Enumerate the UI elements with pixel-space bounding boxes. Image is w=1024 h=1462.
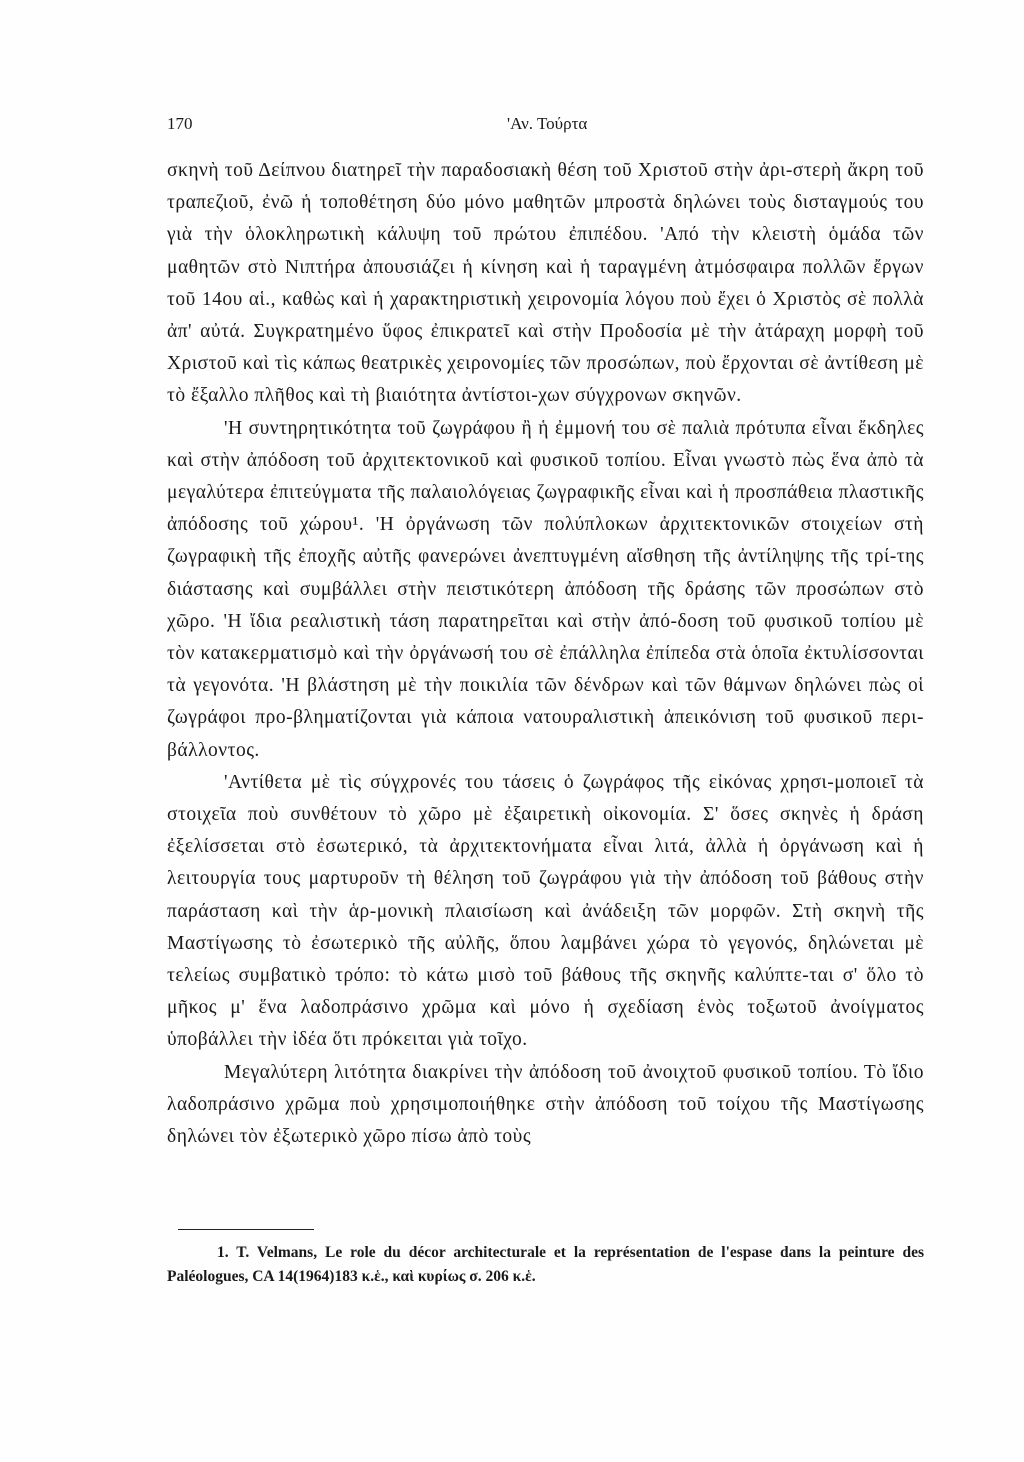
footnote-1: 1. T. Velmans, Le role du décor architecturale et la représentation de l'espase dans la peinture des Paléologues, CA 14(1964)183 κ.ἑ., καὶ κυρίως σ. 206 κ.ἑ. [167,1244,924,1285]
body-text [167,155,924,1153]
footnote-rule [178,1229,314,1230]
running-head-author: 'Αν. Τούρτα [507,114,588,133]
page-number: 170 [167,114,193,133]
paragraph-1: σκηνὴ τοῦ Δείπνου διατηρεῖ τὴν παραδοσιακὴ θέση τοῦ Χριστοῦ στὴν ἀρι-στερὴ ἄκρη τοῦ τραπεζιοῦ, ἐνῶ ἡ τοποθέτηση δύο μόνο μαθητῶν μπροστὰ δηλώνει τοὺς δισταγμούς του γιὰ τὴν ὁλοκληρωτικὴ κάλυψη τοῦ πρώτου ἐπιπέδου. 'Από τὴν κλειστὴ ὁμάδα τῶν μαθητῶν στὸ Νιπτήρα ἀπουσιάζει ἡ κίνηση καὶ ἡ ταραγμένη ἀτμόσφαιρα πολλῶν ἔργων τοῦ 14ου αἱ., καθὼς καὶ ἡ χαρακτηριστικὴ χειρονομία λόγου ποὺ ἔχει ὁ Χριστὸς σὲ πολλὰ ἀπ' αὐτά. Συγκρατημένο ὕφος ἐπικρατεῖ καὶ στὴν Προδοσία μὲ τὴν ἀτάραχη μορφὴ τοῦ Χριστοῦ καὶ τὶς κάπως θεατρικὲς χειρονομίες τῶν προσώπων, ποὺ ἔρχονται σὲ ἀντίθεση μὲ τὸ ἔξαλλο πλῆθος καὶ τὴ βιαιότητα ἀντίστοι-χων σύγχρονων σκηνῶν. [167,160,924,407]
paragraph-3: 'Αντίθετα μὲ τὶς σύγχρονές του τάσεις ὁ ζωγράφος τῆς εἰκόνας χρησι-μοποιεῖ τὰ στοιχεῖα ποὺ συνθέτουν τὸ χῶρο μὲ ἐξαιρετικὴ οἰκονομία. Σ' ὅσες σκηνὲς ἡ δράση ἐξελίσσεται στὸ ἐσωτερικό, τὰ ἀρχιτεκτονήματα εἶναι λιτά, ἀλλὰ ἡ ὀργάνωση καὶ ἡ λειτουργία τους μαρτυροῦν τὴ θέληση τοῦ ζωγράφου γιὰ τὴν ἀπόδοση τοῦ βάθους στὴν παράσταση καὶ τὴν ἁρ-μονικὴ πλαισίωση καὶ ἀνάδειξη τῶν μορφῶν. Στὴ σκηνὴ τῆς Μαστίγωσης τὸ ἐσωτερικὸ τῆς αὐλῆς, ὅπου λαμβάνει χώρα τὸ γεγονός, δηλώνεται μὲ τελείως συμβατικὸ τρόπο: τὸ κάτω μισὸ τοῦ βάθους τῆς σκηνῆς καλύπτε-ται σ' ὅλο τὸ μῆκος μ' ἕνα λαδοπράσινο χρῶμα καὶ μόνο ἡ σχεδίαση ἑνὸς τοξωτοῦ ἀνοίγματος ὑποβάλλει τὴν ἰδέα ὅτι πρόκειται γιὰ τοῖχο. [167,771,924,1051]
paragraph-2: 'Η συντηρητικότητα τοῦ ζωγράφου ἢ ἡ ἐμμονή του σὲ παλιὰ πρότυπα εἶναι ἔκδηλες καὶ στὴν ἀπόδοση τοῦ ἀρχιτεκτονικοῦ καὶ φυσικοῦ τοπίου. Εἶναι γνωστὸ πὼς ἕνα ἀπὸ τὰ μεγαλύτερα ἐπιτεύγματα τῆς παλαιολόγειας ζωγραφικῆς εἶναι καὶ ἡ προσπάθεια πλαστικῆς ἀπόδοσης τοῦ χώρου¹. 'Η ὀργάνωση τῶν πολύπλοκων ἀρχιτεκτονικῶν στοιχείων στὴ ζωγραφικὴ τῆς ἐποχῆς αὐτῆς φανερώνει ἀνεπτυγμένη αἴσθηση τῆς ἀντίληψης τῆς τρί-της διάστασης καὶ συμβάλλει στὴν πειστικότερη ἀπόδοση τῆς δράσης τῶν προσώπων στὸ χῶρο. 'Η ἴδια ρεαλιστικὴ τάση παρατηρεῖται καὶ στὴν ἀπό-δοση τοῦ φυσικοῦ τοπίου μὲ τὸν κατακερματισμὸ καὶ τὴν ὀργάνωσή του σὲ ἐπάλληλα ἐπίπεδα στὰ ὁποῖα ἐκτυλίσσονται τὰ γεγονότα. 'Η βλάστηση μὲ τὴν ποικιλία τῶν δένδρων καὶ τῶν θάμνων δηλώνει πὼς οἱ ζωγράφοι προ-βληματίζονται γιὰ κάποια νατουραλιστικὴ ἀπεικόνιση τοῦ φυσικοῦ περι-βάλλοντος. [167,417,924,761]
running-head [167,114,924,138]
paragraph-4: Μεγαλύτερη λιτότητα διακρίνει τὴν ἀπόδοση τοῦ ἀνοιχτοῦ φυσικοῦ τοπίου. Τὸ ἴδιο λαδοπράσινο χρῶμα ποὺ χρησιμοποιήθηκε στὴν ἀπόδοση τοῦ τοίχου τῆς Μαστίγωσης δηλώνει τὸν ἐξωτερικὸ χῶρο πίσω ἀπὸ τοὺς [167,1061,924,1148]
